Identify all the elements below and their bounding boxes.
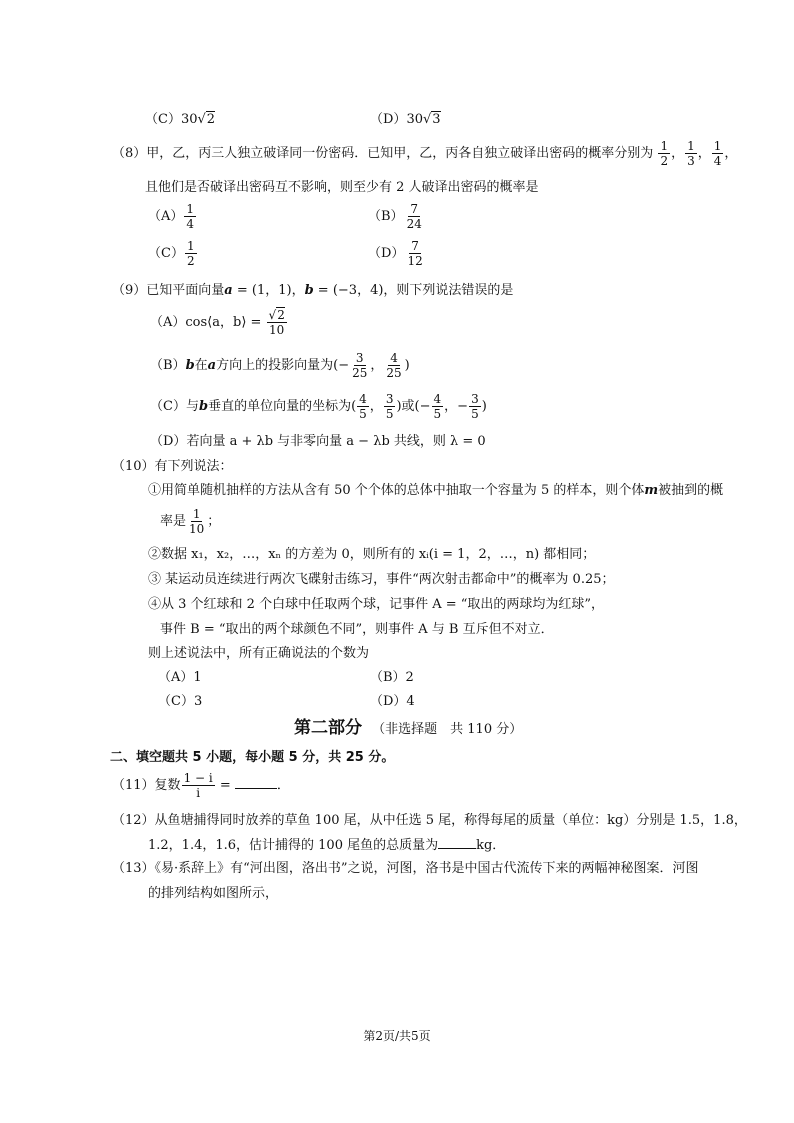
q8-stem-cont: 且他们是否破译出密码互不影响，则至少有 2 人破译出密码的概率是 bbox=[145, 180, 539, 195]
statement-text: ； bbox=[207, 514, 221, 529]
question-text: ，则下列说法错误的是 bbox=[383, 283, 514, 298]
fraction bbox=[469, 393, 481, 420]
question-text: 《易·系辞上》有“河出图，洛出书”之说，河图，洛书是中国古代流传下来的两幅神秘图案．河图 bbox=[154, 861, 699, 876]
sqrt-symbol: √ bbox=[197, 112, 206, 127]
question-text: 甲，乙，丙三人独立破译同一份密码．已知甲，乙，丙各自独立破译出密码的概率分别为 bbox=[146, 146, 654, 161]
option-label: （B） bbox=[150, 358, 186, 373]
variable-m: m bbox=[644, 483, 659, 498]
q7-option-c bbox=[145, 108, 215, 127]
section-two-heading: 二、填空题共 5 小题，每小题 5 分，共 25 分。 bbox=[110, 750, 395, 765]
answer-blank[interactable] bbox=[235, 788, 277, 789]
denominator: 2 bbox=[660, 154, 669, 168]
denominator: 5 bbox=[471, 407, 479, 421]
fraction bbox=[185, 240, 197, 267]
q10-option-a: （A）1 bbox=[158, 670, 202, 685]
vector-b: b bbox=[185, 358, 195, 373]
option-label: （A） bbox=[150, 315, 186, 330]
q13-line-2: 的排列结构如图所示， bbox=[148, 886, 279, 901]
question-text: 有下列说法： bbox=[154, 459, 233, 474]
fraction bbox=[658, 140, 670, 167]
option-label: （A） bbox=[148, 209, 184, 224]
option-label: （D） bbox=[370, 112, 407, 127]
q8-option-c bbox=[148, 240, 198, 267]
vector-b: b bbox=[304, 283, 314, 298]
denominator: 24 bbox=[406, 217, 422, 231]
numerator: 3 bbox=[355, 351, 364, 365]
denominator: 5 bbox=[433, 407, 442, 421]
denominator: 4 bbox=[713, 154, 722, 168]
numerator: 1 bbox=[186, 239, 195, 253]
numerator: 7 bbox=[411, 239, 419, 253]
q10-option-d: （D）4 bbox=[370, 694, 415, 709]
denominator: 10 bbox=[189, 522, 205, 536]
denominator: 12 bbox=[407, 254, 423, 268]
q11 bbox=[112, 772, 290, 799]
numerator: 7 bbox=[410, 202, 419, 216]
q8-option-d bbox=[368, 240, 426, 267]
fraction bbox=[432, 393, 444, 420]
numerator: 4 bbox=[359, 392, 367, 406]
option-label: （D） bbox=[150, 434, 187, 449]
numerator: 3 bbox=[471, 392, 479, 406]
q10-option-c: （C）3 bbox=[158, 694, 203, 709]
fraction bbox=[685, 140, 697, 167]
option-text: 在 bbox=[194, 358, 208, 373]
denominator: 5 bbox=[359, 407, 367, 421]
numerator: 1 bbox=[186, 202, 195, 216]
q7-option-d bbox=[370, 108, 441, 127]
fraction bbox=[712, 140, 724, 167]
denominator: 3 bbox=[687, 154, 695, 168]
option-coef: 30 bbox=[180, 112, 198, 127]
numerator: 1 bbox=[192, 507, 201, 521]
vector-a: a bbox=[207, 358, 217, 373]
statement-text: 率是 bbox=[160, 514, 187, 529]
numerator: 4 bbox=[433, 392, 442, 406]
question-number: （12） bbox=[112, 813, 155, 828]
numerator: 3 bbox=[385, 392, 394, 406]
q9-option-b: （B）b在a方向上的投影向量为(− $\frac{3}{25}$ ， $\frac{4}{25}$ ) bbox=[150, 351, 410, 380]
option-text: 垂直的单位向量的坐标为 bbox=[208, 399, 352, 414]
question-text: 已知平面向量 bbox=[146, 283, 225, 298]
equals-sign: = bbox=[215, 778, 235, 793]
q12-line-2 bbox=[148, 834, 505, 853]
page-footer: 第2页/共5页 bbox=[363, 1029, 431, 1043]
q9-option-d bbox=[150, 430, 486, 449]
q9-option-a bbox=[150, 309, 288, 336]
fraction bbox=[384, 393, 396, 420]
question-number: （8） bbox=[112, 146, 147, 161]
option-text: 或 bbox=[401, 399, 415, 414]
question-number: （10） bbox=[112, 459, 155, 474]
q9-option-c: （C）与b垂直的单位向量的坐标为( $\frac{4}{5}$ ， $\frac{3}{5}$ )或(− $\frac{4}{5}$ ，− $\frac{3}{5}$ ) bbox=[150, 392, 487, 421]
question-text: kg． bbox=[476, 838, 506, 853]
denominator: 10 bbox=[269, 323, 285, 337]
vector-a: a bbox=[224, 283, 233, 298]
denominator: i bbox=[196, 786, 201, 800]
q9-stem bbox=[112, 279, 513, 298]
vector-b-value: = (−3，4) bbox=[313, 283, 384, 298]
option-text: cos⟨a，b⟩ = bbox=[185, 315, 266, 330]
radicand: 2 bbox=[206, 112, 216, 127]
denominator: 25 bbox=[352, 366, 368, 380]
radicand: 2 bbox=[277, 308, 285, 322]
q10-conclusion: 则上述说法中，所有正确说法的个数为 bbox=[148, 646, 370, 661]
fraction bbox=[384, 352, 403, 379]
option-label: （C） bbox=[145, 112, 181, 127]
q10-statement-1-cont bbox=[160, 508, 220, 535]
denominator: 2 bbox=[186, 254, 195, 268]
q10-statement-1 bbox=[148, 479, 723, 498]
fraction bbox=[357, 393, 369, 420]
answer-blank[interactable] bbox=[438, 848, 476, 849]
fraction bbox=[187, 508, 206, 535]
denominator: 5 bbox=[385, 407, 394, 421]
fraction bbox=[182, 772, 215, 799]
option-label: （D） bbox=[368, 246, 405, 261]
q10-stem bbox=[112, 455, 233, 474]
q10-statement-4: ④从 3 个红球和 2 个白球中任取两个球，记事件 A = “取出的两球均为红球”， bbox=[148, 597, 605, 612]
option-label: （C） bbox=[148, 246, 184, 261]
q10-option-b: （B）2 bbox=[370, 670, 414, 685]
q8-option-a bbox=[148, 203, 197, 230]
q10-statement-4-cont: 事件 B = “取出的两个球颜色不同”，则事件 A 与 B 互斥但不对立． bbox=[160, 622, 554, 637]
sqrt-symbol: √ bbox=[422, 112, 432, 127]
q8-stem: （8）甲，乙，丙三人独立破译同一份密码．已知甲，乙，丙各自独立破译出密码的概率分别为 $\frac{1}{2}$ ， $\frac{1}{3}$ ， $\frac{1}{4}$ ， bbox=[112, 139, 738, 168]
statement-text: ①用简单随机抽样的方法从含有 50 个个体的总体中抽取一个容量为 5 的样本，则个体 bbox=[148, 483, 645, 498]
q13-line-1 bbox=[112, 857, 698, 876]
option-label: （B） bbox=[368, 209, 404, 224]
q10-statement-2: ②数据 x₁，x₂，…，xₙ 的方差为 0，则所有的 xᵢ(i = 1，2，…，n) 都相同； bbox=[148, 547, 596, 562]
fraction bbox=[405, 203, 424, 230]
option-text: 与 bbox=[185, 399, 199, 414]
numerator: 1 bbox=[660, 139, 669, 153]
numerator bbox=[267, 309, 287, 323]
question-number: （13） bbox=[112, 861, 155, 876]
question-text: 从鱼塘捕得同时放养的草鱼 100 尾，从中任选 5 尾，称得每尾的质量（单位：kg）分别是 1.5，1.8， bbox=[154, 813, 747, 828]
option-text: 方向上的投影向量为 bbox=[216, 358, 334, 373]
fraction bbox=[350, 352, 369, 379]
q10-statement-3: ③ 某运动员连续进行两次飞碟射击练习，事件“两次射击都命中”的概率为 0.25； bbox=[148, 572, 615, 587]
question-number: （9） bbox=[112, 283, 147, 298]
question-text: ． bbox=[276, 778, 290, 793]
fraction bbox=[184, 203, 196, 230]
numerator: 1 bbox=[713, 139, 722, 153]
question-number: （11） bbox=[112, 778, 155, 793]
part-subtitle: （非选择题 共 110 分） bbox=[372, 722, 523, 737]
option-label: （C） bbox=[150, 399, 186, 414]
vector-b: b bbox=[198, 399, 209, 414]
fraction bbox=[405, 240, 424, 267]
numerator: 4 bbox=[390, 351, 398, 365]
denominator: 25 bbox=[386, 366, 402, 380]
question-text: 复数 bbox=[154, 778, 181, 793]
numerator: 1 bbox=[687, 139, 695, 153]
option-text: 若向量 a + λb 与非零向量 a − λb 共线，则 λ = 0 bbox=[186, 434, 486, 449]
denominator: 4 bbox=[186, 217, 195, 231]
radicand: 3 bbox=[432, 112, 441, 127]
part-title: 第二部分 bbox=[294, 718, 362, 738]
option-coef: 30 bbox=[406, 112, 423, 127]
statement-text: 被抽到的概 bbox=[658, 483, 724, 498]
part-two-header bbox=[294, 713, 522, 738]
numerator: 1 − i bbox=[183, 771, 213, 785]
vector-a-value: = (1，1)， bbox=[232, 283, 305, 298]
q8-option-b bbox=[368, 203, 425, 230]
q12-line-1 bbox=[112, 809, 747, 828]
question-text: 1.2，1.4，1.6，估计捕得的 100 尾鱼的总质量为 bbox=[148, 838, 439, 853]
fraction bbox=[267, 309, 287, 336]
sqrt-symbol: √ bbox=[268, 308, 277, 322]
